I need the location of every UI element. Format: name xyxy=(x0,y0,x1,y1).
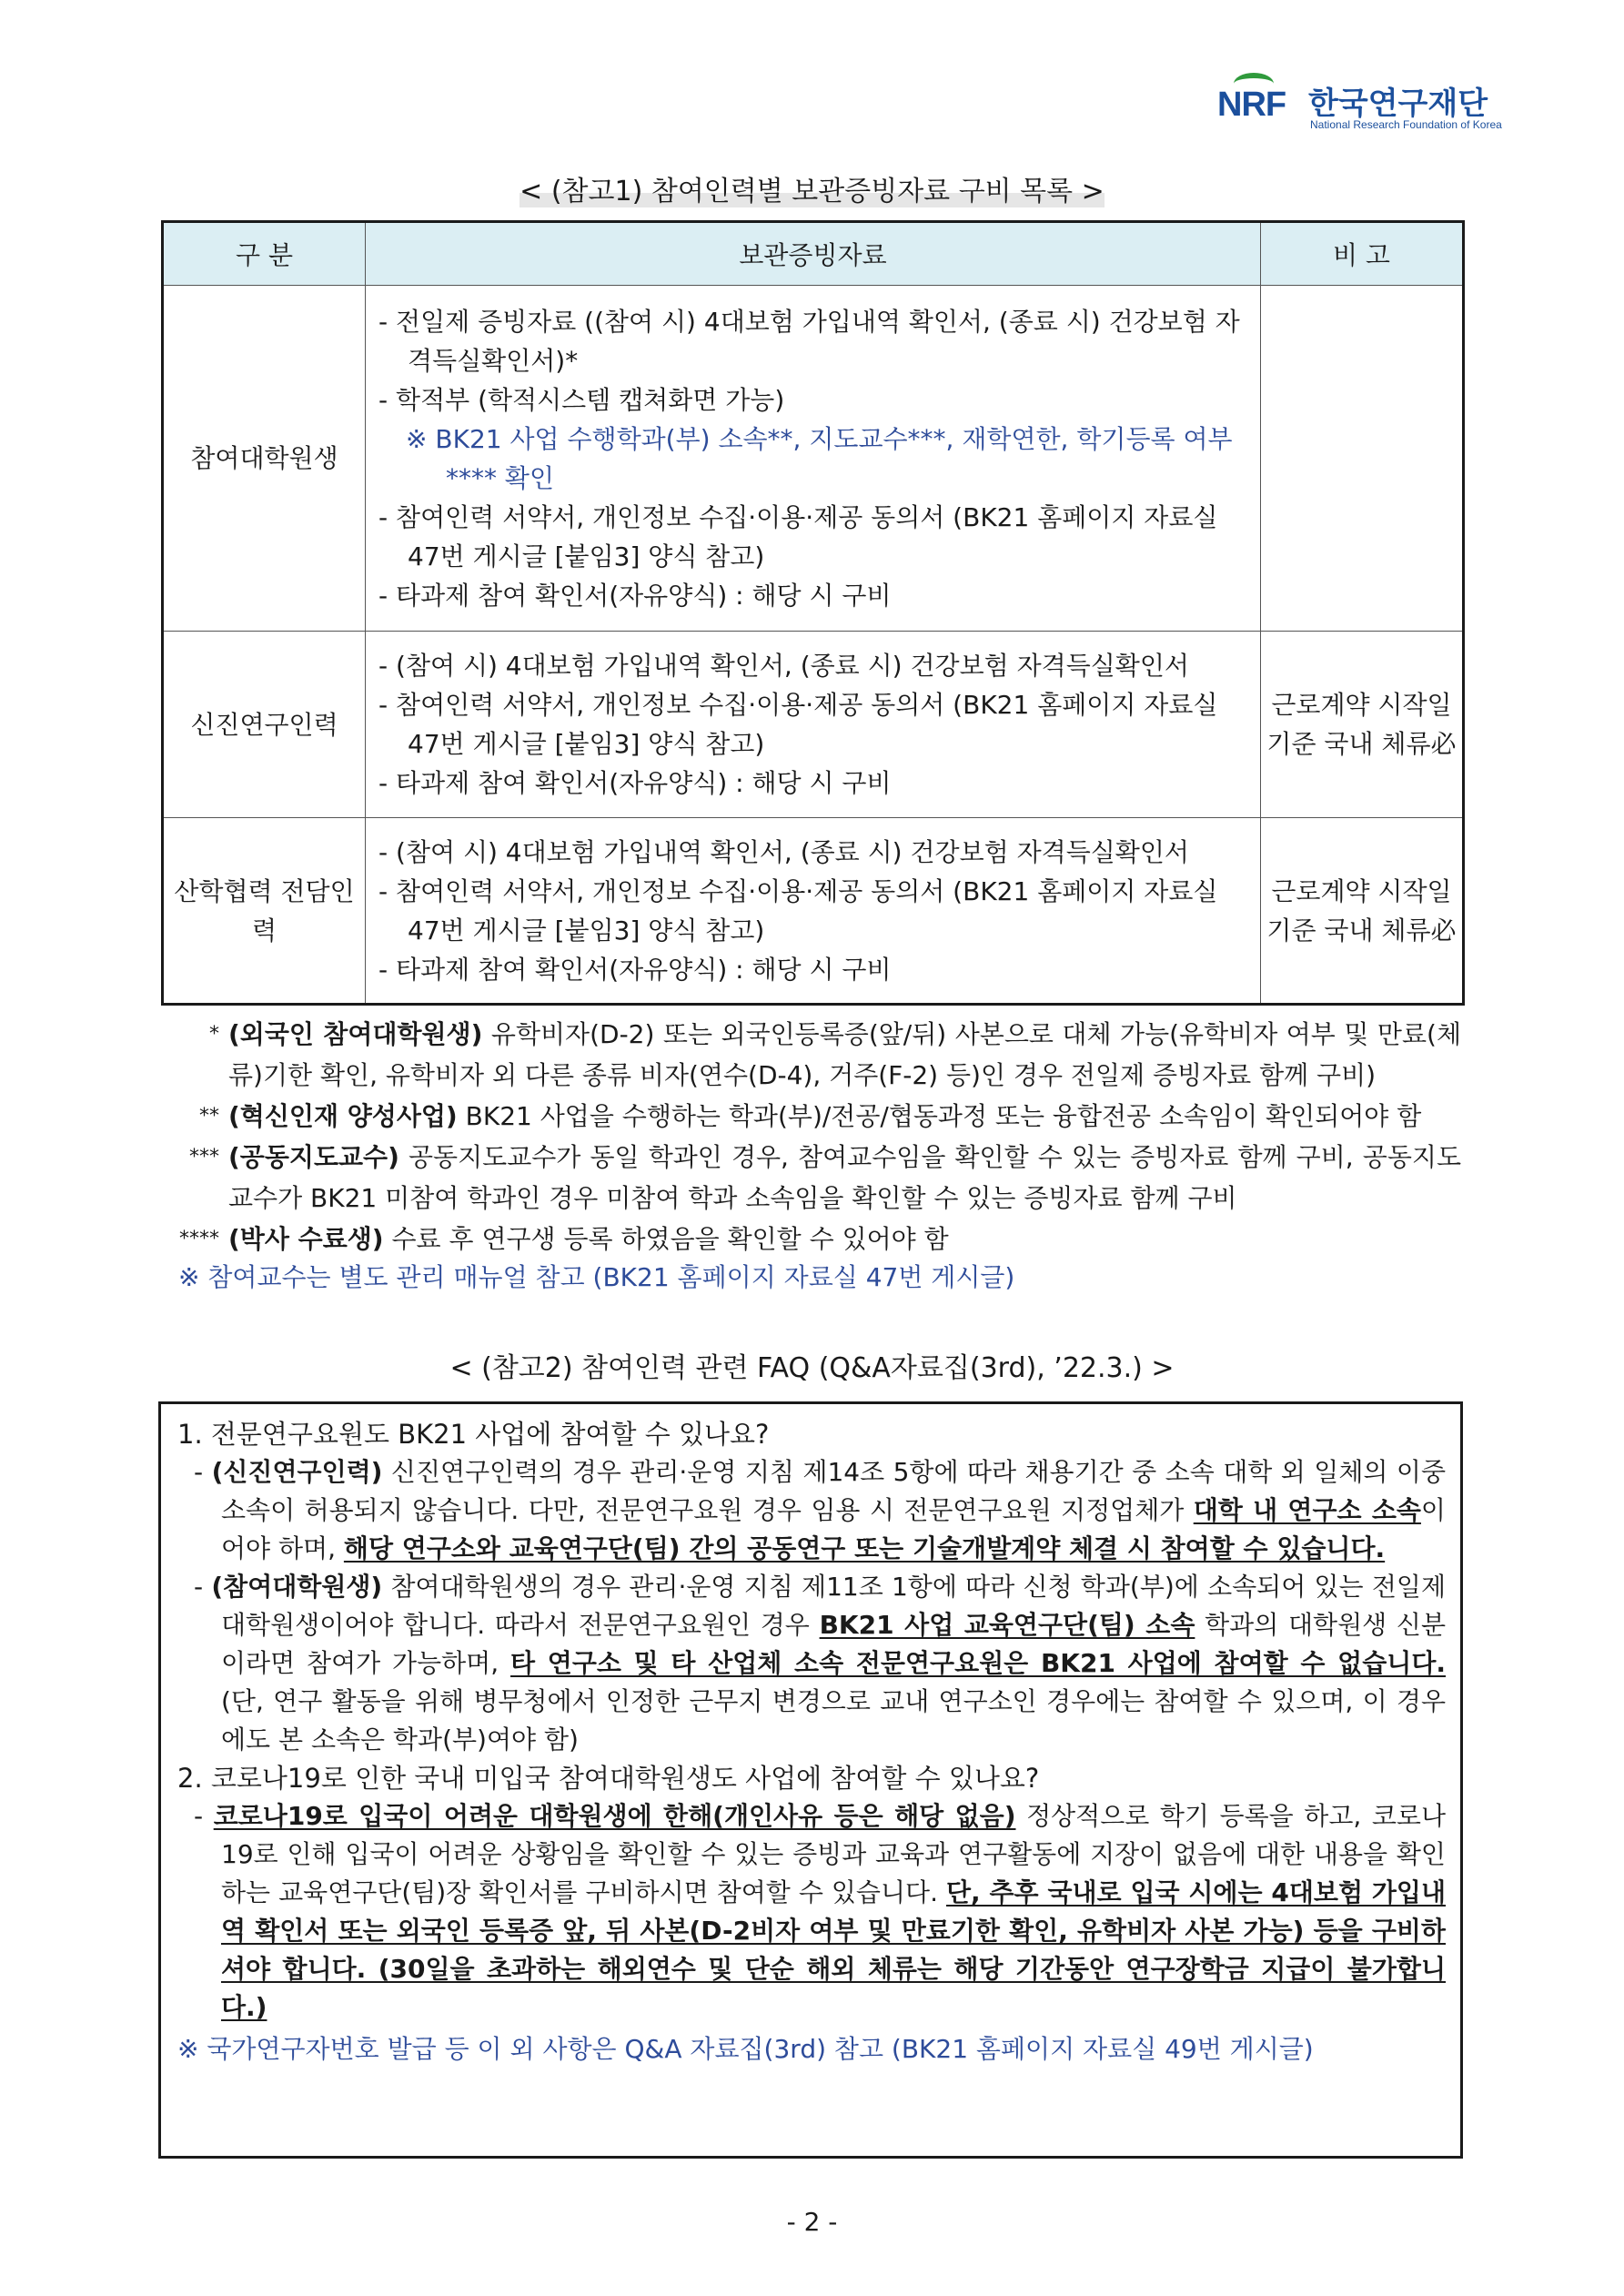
row-note: 근로계약 시작일 기준 국내 체류必 xyxy=(1260,818,1463,1005)
footnote-text: 수료 후 연구생 등록 하였음을 확인할 수 있어야 함 xyxy=(383,1224,949,1254)
list-item: - 전일제 증빙자료 ((참여 시) 4대보험 가입내역 확인서, (종료 시) 건강보험 자격득실확인서)* xyxy=(378,306,1240,376)
table-row xyxy=(163,818,1464,1005)
list-item: - 타과제 참여 확인서(자유양식) : 해당 시 구비 xyxy=(378,580,892,611)
row-items xyxy=(366,818,1261,1005)
footnote-marker: *** xyxy=(189,1146,219,1168)
row-note xyxy=(1260,286,1463,632)
footnote-marker: **** xyxy=(179,1228,219,1250)
footnote-marker: ** xyxy=(199,1105,219,1128)
footnote xyxy=(169,1137,1461,1219)
header-note: 비 고 xyxy=(1260,222,1463,286)
footnote-marker: * xyxy=(209,1023,219,1046)
faq-answer: - (신진연구인력) 신진연구인력의 경우 관리·운영 지침 제14조 5항에 따라 채용기간 중 소속 대학 외 일체의 이중 소속이 허용되지 않습니다. 다만, 전문연구요원 경우 임용 시 전문연구요원 지정업체가 대학 내 연구소 소속이어야 하며, 해당 연구소와 교육연구단(팀) 간의 공동연구 또는 기술개발계약 체결 시 참여할 수 있습니다. xyxy=(194,1457,1446,1563)
row-category: 참여대학원생 xyxy=(163,286,366,632)
row-category: 신진연구인력 xyxy=(163,632,366,818)
footnote xyxy=(169,1096,1461,1137)
list-item: - (참여 시) 4대보험 가입내역 확인서, (종료 시) 건강보험 자격득실확인서 xyxy=(378,836,1189,867)
page-number: - 2 - xyxy=(786,2207,838,2237)
footnote-text: 유학비자(D-2) 또는 외국인등록증(앞/뒤) 사본으로 대체 가능(유학비자 여부 및 만료(체류)기한 확인, 유학비자 외 다른 종류 비자(연수(D-4), 거주(F-2) 등)인 경우 전일제 증빙자료 함께 구비) xyxy=(228,1019,1461,1090)
footnote-heading: (박사 수료생) xyxy=(228,1224,384,1254)
nrf-logo xyxy=(1217,73,1502,146)
row-items xyxy=(366,286,1261,632)
footnote-text: 공동지도교수가 동일 학과인 경우, 참여교수임을 확인할 수 있는 증빙자료 함께 구비, 공동지도교수가 BK21 미참여 학과인 경우 미참여 학과 소속임을 확인할 수 있는 증빙자료 함께 구비 xyxy=(228,1142,1461,1213)
faq-box xyxy=(158,1401,1463,2159)
list-item: - 참여인력 서약서, 개인정보 수집·이용·제공 동의서 (BK21 홈페이지 자료실 47번 게시글 [붙임3] 양식 참고) xyxy=(378,501,1218,571)
ref1-remark: ※ 참여교수는 별도 관리 매뉴얼 참고 (BK21 홈페이지 자료실 47번 게시글) xyxy=(178,1262,1015,1292)
faq-question: 1. 전문연구요원도 BK21 사업에 참여할 수 있나요? xyxy=(177,1419,770,1450)
nrf-logo-mark: NRF xyxy=(1217,86,1286,125)
list-item: - 학적부 (학적시스템 캡쳐화면 가능) xyxy=(378,384,785,415)
list-item: - 참여인력 서약서, 개인정보 수집·이용·제공 동의서 (BK21 홈페이지 자료실 47번 게시글 [붙임3] 양식 참고) xyxy=(378,690,1218,759)
nrf-logo-subtitle: National Research Foundation of Korea xyxy=(1310,118,1502,131)
header-evidence: 보관증빙자료 xyxy=(366,222,1261,286)
footnotes xyxy=(169,1014,1461,1259)
table-row xyxy=(163,632,1464,818)
footnote xyxy=(169,1014,1461,1096)
faq-question: 2. 코로나19로 인한 국내 미입국 참여대학원생도 사업에 참여할 수 있나요? xyxy=(177,1763,1040,1794)
answer-heading: (참여대학원생) xyxy=(211,1572,383,1602)
ref2-title: < (참고2) 참여인력 관련 FAQ (Q&A자료집(3rd), ’22.3.) > xyxy=(449,1352,1175,1384)
footnote-text: BK21 사업을 수행하는 학과(부)/전공/협동과정 또는 융합전공 소속임이 확인되어야 함 xyxy=(457,1101,1422,1131)
footnote-heading: (공동지도교수) xyxy=(228,1142,399,1172)
ref1-title: < (참고1) 참여인력별 보관증빙자료 구비 목록 > xyxy=(519,176,1105,207)
row-note: 근로계약 시작일 기준 국내 체류必 xyxy=(1260,632,1463,818)
faq-answer: - (참여대학원생) 참여대학원생의 경우 관리·운영 지침 제11조 1항에 따라 신청 학과(부)에 소속되어 있는 전일제 대학원생이어야 합니다. 따라서 전문연구요원인 경우 BK21 사업 교육연구단(팀) 소속 학과의 대학원생 신분이라면 참여가 가능하며, 타 연구소 및 타 산업체 소속 전문연구요원은 BK21 사업에 참여할 수 없습니다. (단, 연구 활동을 위해 병무청에서 인정한 근무지 변경으로 교내 연구소인 경우에는 참여할 수 있으며, 이 경우에도 본 소속은 학과(부)여야 함) xyxy=(194,1572,1446,1755)
table-header-row xyxy=(163,222,1464,286)
row-category: 산학협력 전담인력 xyxy=(163,818,366,1005)
list-item: - (참여 시) 4대보험 가입내역 확인서, (종료 시) 건강보험 자격득실확인서 xyxy=(378,651,1189,681)
list-item: - 타과제 참여 확인서(자유양식) : 해당 시 구비 xyxy=(378,768,892,798)
answer-heading: (신진연구인력) xyxy=(211,1457,383,1487)
header-category: 구 분 xyxy=(163,222,366,286)
footnote-heading: (외국인 참여대학원생) xyxy=(228,1019,483,1049)
nrf-logo-name: 한국연구재단 xyxy=(1308,86,1488,122)
footnote xyxy=(169,1219,1461,1259)
table-row xyxy=(163,286,1464,632)
row-items xyxy=(366,632,1261,818)
faq-footer: ※ 국가연구자번호 발급 등 이 외 사항은 Q&A 자료집(3rd) 참고 (BK21 홈페이지 자료실 49번 게시글) xyxy=(177,2034,1314,2064)
evidence-table xyxy=(161,220,1465,1006)
footnote-heading: (혁신인재 양성사업) xyxy=(228,1101,458,1131)
list-item: - 참여인력 서약서, 개인정보 수집·이용·제공 동의서 (BK21 홈페이지 자료실 47번 게시글 [붙임3] 양식 참고) xyxy=(378,875,1218,946)
faq-answer: - 코로나19로 입국이 어려운 대학원생에 한해(개인사유 등은 해당 없음) 정상적으로 학기 등록을 하고, 코로나19로 인해 입국이 어려운 상황임을 확인할 수 있는 증빙과 교육과 연구활동에 지장이 없음에 대한 내용을 확인하는 교육연구단(팀)장 확인서를 구비하시면 참여할 수 있습니다. 단, 추후 국내로 입국 시에는 4대보험 가입내역 확인서 또는 외국인 등록증 앞, 뒤 사본(D-2비자 여부 및 만료기한 확인, 유학비자 사본 가능) 등을 구비하셔야 합니다. (30일을 초과하는 해외연수 및 단순 해외 체류는 해당 기간동안 연구장학금 지급이 불가합니다.) xyxy=(194,1801,1446,2022)
list-item: - 타과제 참여 확인서(자유양식) : 해당 시 구비 xyxy=(378,954,892,985)
list-item: ※ BK21 사업 수행학과(부) 소속**, 지도교수***, 재학연한, 학기등록 여부**** 확인 xyxy=(406,423,1233,493)
